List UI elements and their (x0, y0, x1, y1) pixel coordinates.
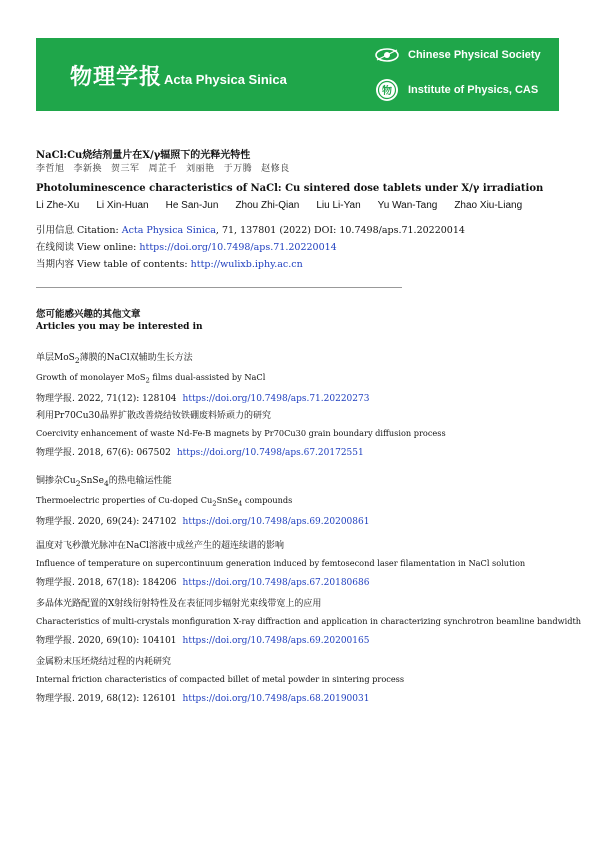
authors-en (36, 200, 539, 211)
article-doi-link[interactable]: https://doi.org/10.7498/aps.69.20200861 (182, 517, 370, 528)
iop-seal-icon (374, 78, 400, 102)
related-article (36, 473, 559, 527)
article-doi-link[interactable]: https://doi.org/10.7498/aps.67.20180686 (182, 578, 370, 588)
author-name: Zhou Zhi-Qian (235, 200, 300, 211)
author-name: 贺三军 (111, 164, 140, 174)
paper-title-cn: NaCl:Cu烧结剂量片在X/γ辐照下的光释光特性 (36, 150, 251, 161)
article-doi-link[interactable]: https://doi.org/10.7498/aps.68.20190031 (182, 694, 370, 704)
author-name: 刘丽艳 (186, 164, 215, 174)
author-name: Liu Li-Yan (316, 200, 361, 211)
article-doi-link[interactable]: https://doi.org/10.7498/aps.71.20220273 (182, 394, 370, 405)
toc-line (36, 256, 303, 270)
article-title-cn: 铜掺杂$Cu_2SnSe_4$的热电输运性能 (36, 476, 172, 488)
online-line (36, 239, 337, 253)
article-reference (36, 691, 559, 704)
org-cps-name: Chinese Physical Society (408, 49, 541, 61)
article-reference (36, 391, 559, 404)
author-name: 周芷千 (148, 164, 178, 174)
related-article (36, 408, 559, 458)
related-article (36, 596, 582, 646)
article-title-cn: 单层MoS$_2$薄膜的NaCl双辅助生长方法 (36, 353, 193, 365)
org-cps (374, 46, 541, 64)
cps-logo-icon (374, 46, 400, 64)
article-title-cn: 温度对飞秒激光脉冲在NaCl溶液中成丝产生的超连续谱的影响 (36, 541, 285, 551)
citation-details: , 71, 137801 (2022) DOI: 10.7498/aps.71.20220014 (215, 225, 465, 236)
toc-label: 当期内容 View table of contents: (36, 259, 188, 270)
journal-title-en: Acta Physica Sinica (164, 72, 287, 87)
article-title-en: Characteristics of multi-crystals monfiguration X-ray diffraction and application in characterizing synchrotron beamline bandwidth (36, 616, 582, 626)
related-article (36, 654, 559, 704)
article-reference (36, 633, 559, 646)
author-name: Zhao Xiu-Liang (454, 200, 523, 211)
author-name: 于万腾 (223, 164, 253, 174)
org-iop-name: Institute of Physics, CAS (408, 84, 539, 96)
article-doi-link[interactable]: https://doi.org/10.7498/aps.69.20200165 (182, 636, 370, 646)
authors-cn (36, 161, 299, 174)
article-citation: 物理学报. 2022, 71(12): 128104 (36, 394, 177, 405)
article-title-en: Growth of monolayer MoS$_2$ films dual-assisted by NaCl (36, 371, 266, 385)
author-name: Yu Wan-Tang (377, 200, 438, 211)
citation-journal-link[interactable]: Acta Physica Sinica (121, 225, 216, 236)
article-title-en: Thermoelectric properties of Cu-doped $Cu_2SnSe_4$ compounds (36, 494, 293, 508)
online-label: 在线阅读 View online: (36, 242, 137, 253)
section-divider (36, 287, 402, 288)
related-article (36, 538, 559, 588)
related-heading-cn: 您可能感兴趣的其他文章 (36, 309, 141, 320)
svg-text:物: 物 (382, 86, 392, 97)
article-reference (36, 445, 559, 458)
related-article (36, 350, 559, 404)
online-doi-link[interactable]: https://doi.org/10.7498/aps.71.20220014 (139, 242, 337, 253)
related-heading-en: Articles you may be interested in (36, 322, 203, 332)
article-title-cn: 利用Pr70Cu30晶界扩散改善烧结钕铁硼废料矫顽力的研究 (36, 411, 271, 421)
citation-line (36, 222, 465, 236)
journal-banner (36, 38, 559, 111)
author-name: 李新换 (73, 164, 103, 174)
article-citation: 物理学报. 2018, 67(6): 067502 (36, 448, 171, 458)
journal-title-cn: 物理学报 (70, 65, 163, 90)
article-title-en: Influence of temperature on supercontinuum generation induced by femtosecond laser filamentation in NaCl solution (36, 558, 526, 568)
author-name: He San-Jun (165, 200, 219, 211)
article-title-cn: 多晶体光路配置的X射线衍射特性及在表征同步辐射光束线带宽上的应用 (36, 599, 322, 609)
paper-title-en: Photoluminescence characteristics of NaCl: Cu sintered dose tablets under X/γ irradiation (36, 183, 544, 194)
article-reference (36, 575, 559, 588)
article-reference (36, 514, 559, 527)
article-citation: 物理学报. 2018, 67(18): 184206 (36, 578, 177, 588)
author-name: 赵修良 (261, 164, 290, 174)
toc-link[interactable]: http://wulixb.iphy.ac.cn (190, 259, 303, 270)
author-name: 李哲旭 (36, 164, 65, 174)
citation-label: 引用信息 Citation: (36, 225, 119, 236)
author-name: Li Xin-Huan (96, 200, 149, 211)
article-title-cn: 金属粉末压坯烧结过程的内耗研究 (36, 657, 172, 667)
org-iop (374, 78, 538, 102)
article-citation: 物理学报. 2019, 68(12): 126101 (36, 694, 177, 704)
article-title-en: Internal friction characteristics of compacted billet of metal powder in sintering process (36, 674, 405, 684)
article-citation: 物理学报. 2020, 69(10): 104101 (36, 636, 177, 646)
journal-title (70, 60, 287, 91)
article-citation: 物理学报. 2020, 69(24): 247102 (36, 517, 177, 528)
article-title-en: Coercivity enhancement of waste Nd-Fe-B magnets by Pr70Cu30 grain boundary diffusion process (36, 428, 446, 438)
author-name: Li Zhe-Xu (36, 200, 80, 211)
article-doi-link[interactable]: https://doi.org/10.7498/aps.67.20172551 (176, 448, 364, 458)
